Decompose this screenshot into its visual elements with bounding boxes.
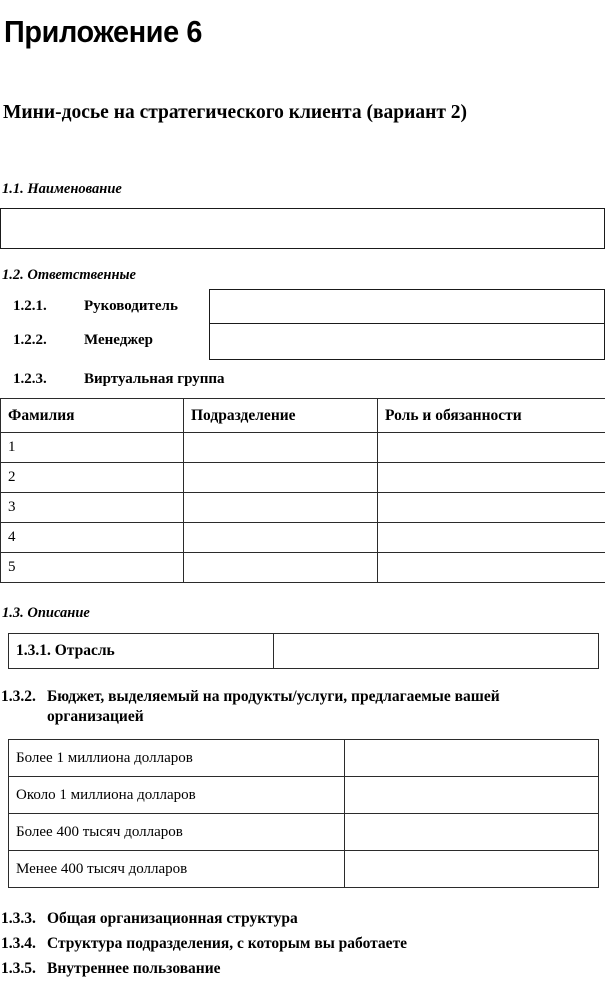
cell-department[interactable] (184, 553, 378, 583)
section-heading-1-2: 1.2. Ответственные (2, 267, 136, 283)
budget-option-label: Менее 400 тысяч долларов (9, 851, 345, 888)
table-row (1, 553, 605, 583)
budget-option-input[interactable] (345, 777, 599, 814)
page-title: Приложение 6 (4, 14, 203, 49)
table-row (1, 463, 605, 493)
budget-options-table (8, 739, 599, 888)
item-number-1-2-1: 1.2.1. (13, 298, 47, 314)
row-number: 2 (1, 463, 184, 493)
table-row (9, 814, 599, 851)
table-row (9, 777, 599, 814)
table-row (1, 523, 605, 553)
item-1-3-3 (1, 909, 581, 929)
item-text-1-3-5: Внутреннее пользование (47, 960, 221, 977)
cell-department[interactable] (184, 463, 378, 493)
item-label-manager: Менеджер (84, 332, 153, 348)
column-header-role: Роль и обязанности (378, 399, 605, 433)
budget-option-input[interactable] (345, 740, 599, 777)
item-text-1-3-3: Общая организационная структура (47, 910, 298, 927)
head-input-field[interactable] (209, 289, 605, 324)
cell-role[interactable] (378, 553, 605, 583)
cell-role[interactable] (378, 433, 605, 463)
item-number-1-3-4: 1.3.4. (1, 935, 36, 952)
item-text-1-3-4: Структура подразделения, с которым вы работаете (47, 935, 408, 952)
row-number: 1 (1, 433, 184, 463)
industry-label: 1.3.1. Отрасль (9, 634, 274, 669)
table-row (9, 740, 599, 777)
cell-role[interactable] (378, 523, 605, 553)
item-number-1-3-2: 1.3.2. (1, 688, 36, 705)
cell-role[interactable] (378, 493, 605, 523)
item-number-1-2-2: 1.2.2. (13, 332, 47, 348)
row-number: 4 (1, 523, 184, 553)
row-number: 5 (1, 553, 184, 583)
item-number-1-2-3: 1.2.3. (13, 371, 47, 387)
table-row (9, 851, 599, 888)
item-label-head: Руководитель (84, 298, 178, 314)
item-label-virtual-group: Виртуальная группа (84, 371, 225, 387)
item-1-3-4 (1, 934, 581, 954)
manager-input-field[interactable] (209, 323, 605, 360)
table-row (1, 433, 605, 463)
cell-department[interactable] (184, 433, 378, 463)
industry-input-cell[interactable] (274, 634, 599, 669)
budget-option-input[interactable] (345, 814, 599, 851)
cell-role[interactable] (378, 463, 605, 493)
virtual-group-table (0, 398, 605, 583)
budget-option-label: Более 400 тысяч долларов (9, 814, 345, 851)
budget-option-input[interactable] (345, 851, 599, 888)
table-row (9, 634, 599, 669)
column-header-department: Подразделение (184, 399, 378, 433)
budget-heading-text: Бюджет, выделяемый на продукты/услуги, предлагаемые вашей организацией (47, 688, 500, 725)
table-row (1, 493, 605, 523)
industry-table (8, 633, 599, 669)
item-1-3-5 (1, 959, 581, 979)
cell-department[interactable] (184, 493, 378, 523)
row-number: 3 (1, 493, 184, 523)
cell-department[interactable] (184, 523, 378, 553)
name-input-field[interactable] (0, 208, 605, 249)
section-heading-1-1: 1.1. Наименование (2, 181, 122, 197)
section-heading-1-3: 1.3. Описание (2, 605, 90, 621)
budget-heading (1, 687, 581, 727)
budget-option-label: Около 1 миллиона долларов (9, 777, 345, 814)
column-header-surname: Фамилия (1, 399, 184, 433)
table-header-row (1, 399, 605, 433)
item-number-1-3-3: 1.3.3. (1, 910, 36, 927)
budget-option-label: Более 1 миллиона долларов (9, 740, 345, 777)
document-heading: Мини-досье на стратегического клиента (вариант 2) (3, 102, 468, 123)
item-number-1-3-5: 1.3.5. (1, 960, 36, 977)
